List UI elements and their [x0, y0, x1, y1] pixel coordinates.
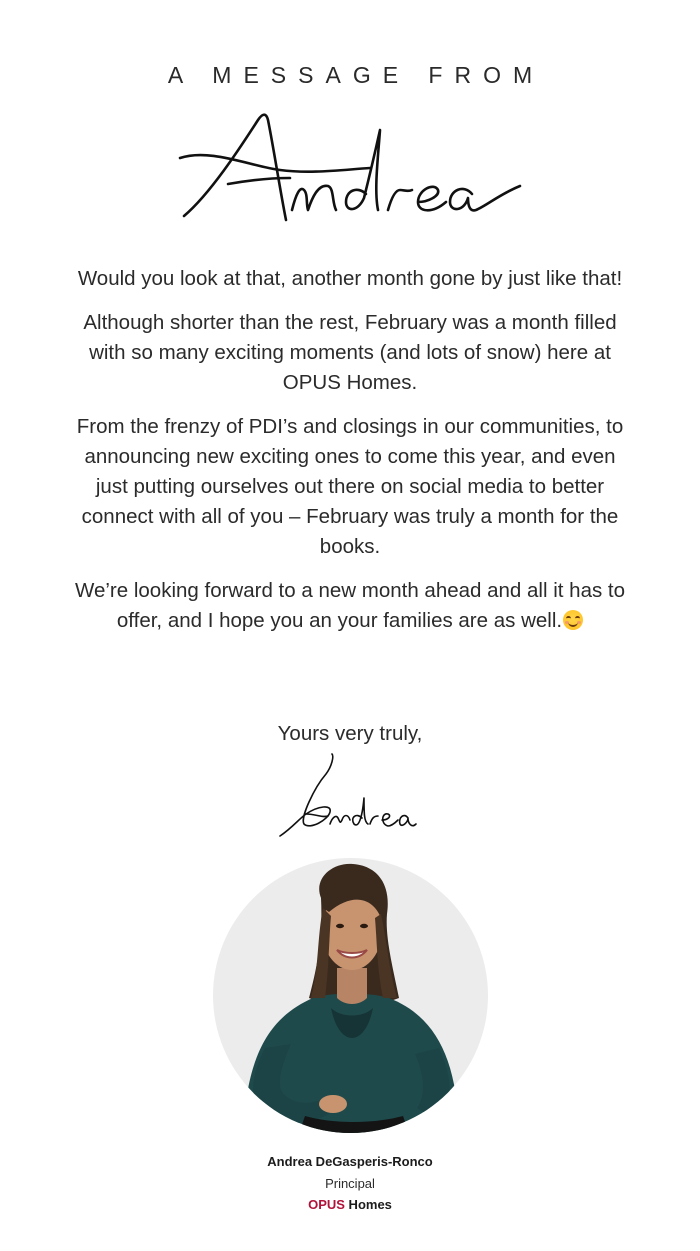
company-brand: OPUS — [308, 1197, 345, 1212]
person-role: Principal — [325, 1176, 375, 1191]
message-paragraph-4 — [70, 576, 630, 636]
message-body — [70, 264, 630, 650]
message-paragraph-3: From the frenzy of PDI’s and closings in our communities, to announcing new exciting ones to come this year, and even just putting ourselves out there on social media to better connect with all of you – February was truly a month for the books. — [76, 415, 624, 558]
script-title — [170, 98, 530, 228]
portrait-illustration — [213, 858, 488, 1133]
message-paragraph-1: Would you look at that, another month gone by just like that! — [77, 267, 623, 290]
eyebrow-heading: A MESSAGE FROM — [167, 62, 545, 88]
person-name: Andrea DeGasperis-Ronco — [267, 1154, 433, 1169]
company-suffix: Homes — [344, 1197, 392, 1212]
smiling-face-icon — [563, 610, 583, 630]
message-paragraph-2: Although shorter than the rest, February was a month filled with so many exciting moments (and lots of snow) here at OPUS Homes. — [83, 311, 617, 394]
company-name — [0, 1197, 700, 1212]
message-paragraph-4-text: We’re looking forward to a new month ahead and all it has to offer, and I hope you an your families are as well. — [74, 579, 626, 632]
handwritten-signature — [270, 748, 420, 848]
portrait-photo — [213, 858, 488, 1133]
closing-line: Yours very truly, — [277, 722, 423, 745]
